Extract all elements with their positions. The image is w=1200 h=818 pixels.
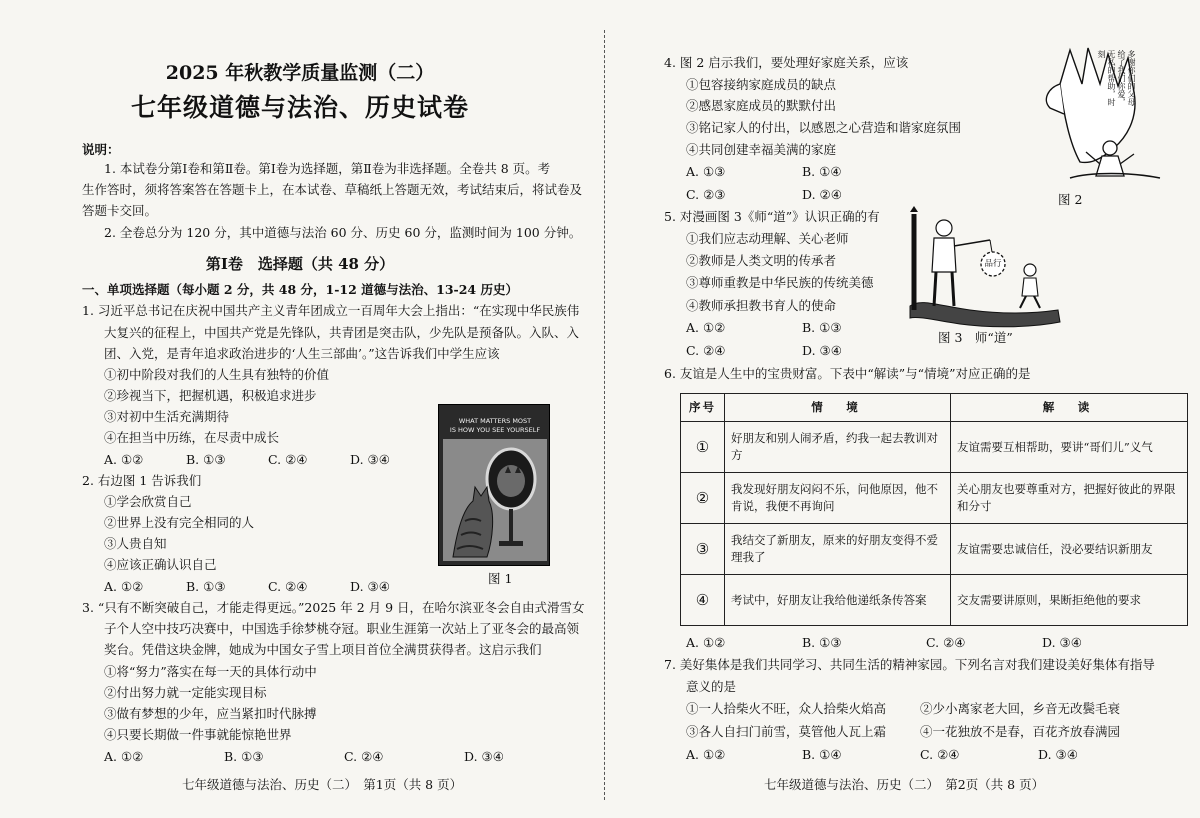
q1-stem-line-2: 大复兴的征程上，中国共产党是先锋队，共青团是突击队，少先队是预备队。入队、入 xyxy=(104,325,580,340)
figure-1-illustration xyxy=(439,439,551,565)
q4-choice-d: D. ②④ xyxy=(802,187,842,202)
q4-stem: 4. 图 2 启示我们，要处理好家庭关系，应该 xyxy=(664,55,909,70)
instructions-heading: 说明： xyxy=(82,142,120,157)
q5-choice-a: A. ①② xyxy=(686,320,726,335)
figure-3-lamp-text: 品行 xyxy=(984,259,1002,269)
figure-1-caption-line-1: WHAT MATTERS MOST xyxy=(458,417,532,425)
left-page-footer: 七年级道德与法治、历史（二） 第1页（共 8 页） xyxy=(182,777,463,792)
q3-stem-line-2: 子个人空中技巧决赛中，中国选手徐梦桃夺冠。职业生涯第一次站上了亚冬会的最高领 xyxy=(104,621,580,636)
q3-choice-a: A. ①② xyxy=(104,749,144,764)
q6-row-2-reading: 关心朋友也要尊重对方，把握好彼此的界限和分寸 xyxy=(951,473,1188,524)
q7-stem-line-1: 7. 美好集体是我们共同学习、共同生活的精神家园。下列名言对我们建设美好集体有指导 xyxy=(664,657,1155,672)
q2-option-3: ③人贵自知 xyxy=(104,536,167,551)
q2-choice-b: B. ①③ xyxy=(186,579,226,594)
q6-row-1-no: ① xyxy=(681,422,725,473)
instruction-1-line-3: 答题卡交回。 xyxy=(82,203,158,218)
q5-option-3: ③尊师重教是中华民族的传统美德 xyxy=(686,275,874,290)
figure-2-hand-text: 多谢你们的父母给了我们你爱，无私的帮助，时刻 xyxy=(1097,50,1136,106)
right-page-footer: 七年级道德与法治、历史（二） 第2页（共 8 页） xyxy=(764,777,1045,792)
q2-stem: 2. 右边图 1 告诉我们 xyxy=(82,473,202,488)
figure-3-teacher-cartoon xyxy=(900,206,1064,332)
section-title: 第Ⅰ卷 选择题（共 48 分） xyxy=(205,255,395,273)
q6-row-3-scene: 我结交了新朋友，原来的好朋友变得不爱理我了 xyxy=(725,524,951,575)
part-heading: 一、单项选择题（每小题 2 分，共 48 分，1-12 道德与法治、13-24 历史） xyxy=(82,282,518,297)
q1-choice-b: B. ①③ xyxy=(186,452,226,467)
q5-choice-b: B. ①③ xyxy=(802,320,842,335)
q3-stem-line-1: 3. “只有不断突破自己，才能走得更远。”2025 年 2 月 9 日，在哈尔滨亚冬会自由式滑雪女 xyxy=(82,600,585,615)
q3-choice-c: C. ②④ xyxy=(344,749,384,764)
q1-choice-a: A. ①② xyxy=(104,452,144,467)
q1-stem-line-3: 团、入党，是青年追求政治进步的‘人生三部曲’。”这告诉我们中学生应该 xyxy=(104,346,500,361)
q7-choices xyxy=(686,746,1146,764)
q3-choices xyxy=(104,748,524,766)
q5-option-1: ①我们应志动理解、关心老师 xyxy=(686,231,849,246)
q5-choice-c: C. ②④ xyxy=(686,343,726,358)
q6-table xyxy=(680,393,1188,626)
q3-option-1: ①将“努力”落实在每一天的具体行动中 xyxy=(104,664,317,679)
q3-option-3: ③做有梦想的少年，应当紧扣时代脉搏 xyxy=(104,706,317,721)
instruction-1-line-2: 生作答时，须将答案答在答题卡上，在本试卷、草稿纸上答题无效，考试结束后，将试卷及 xyxy=(82,182,583,197)
q7-option-3: ③各人自扫门前雪，莫管他人瓦上霜 xyxy=(686,724,887,739)
q6-choice-a: A. ①② xyxy=(686,635,726,650)
page-divider xyxy=(604,30,605,800)
q6-choice-c: C. ②④ xyxy=(926,635,966,650)
q4-option-1: ①包容接纳家庭成员的缺点 xyxy=(686,77,837,92)
q6-row-1-scene: 好朋友和别人闹矛盾，约我一起去教训对方 xyxy=(725,422,951,473)
q4-option-4: ④共同创建幸福美满的家庭 xyxy=(686,142,837,157)
q5-option-2: ②教师是人类文明的传承者 xyxy=(686,253,837,268)
q7-option-4: ④一花独放不是春，百花齐放春满园 xyxy=(920,724,1121,739)
q6-choices xyxy=(686,634,1146,652)
exam-title-main: 2025 年秋教学质量监测（二） xyxy=(165,62,435,84)
figure-1-label: 图 1 xyxy=(488,571,513,586)
q1-choices xyxy=(104,451,404,469)
q2-choice-a: A. ①② xyxy=(104,579,144,594)
instruction-2: 2. 全卷总分为 120 分，其中道德与法治 60 分、历史 60 分，监测时间为 100 分钟。 xyxy=(104,225,582,240)
table-row xyxy=(681,422,1188,473)
q3-choice-d: D. ③④ xyxy=(464,749,504,764)
q6-row-3-no: ③ xyxy=(681,524,725,575)
q6-header-reading: 解 读 xyxy=(951,394,1188,422)
q6-choice-b: B. ①③ xyxy=(802,635,842,650)
figure-3-label: 图 3 师“道” xyxy=(938,330,1013,345)
q2-choice-d: D. ③④ xyxy=(350,579,390,594)
table-row xyxy=(681,473,1188,524)
q5-choice-d: D. ③④ xyxy=(802,343,842,358)
q6-row-3-reading: 友谊需要忠诚信任，没必要结识新朋友 xyxy=(951,524,1188,575)
q7-choice-c: C. ②④ xyxy=(920,747,960,762)
figure-2-hand-cartoon xyxy=(1030,44,1180,190)
q6-choice-d: D. ③④ xyxy=(1042,635,1082,650)
q1-stem-line-1: 1. 习近平总书记在庆祝中国共产主义青年团成立一百周年大会上指出：“在实现中华民族伟 xyxy=(82,303,580,318)
q2-option-4: ④应该正确认识自己 xyxy=(104,557,217,572)
q6-stem: 6. 友谊是人生中的宝贵财富。下表中“解读”与“情境”对应正确的是 xyxy=(664,366,1031,381)
q6-header-scene: 情 境 xyxy=(725,394,951,422)
q7-choice-a: A. ①② xyxy=(686,747,726,762)
q1-option-1: ①初中阶段对我们的人生具有独特的价值 xyxy=(104,367,330,382)
q4-choice-b: B. ①④ xyxy=(802,164,842,179)
q4-choice-a: A. ①③ xyxy=(686,164,726,179)
q5-option-4: ④教师承担教书育人的使命 xyxy=(686,298,837,313)
q6-row-1-reading: 友谊需要互相帮助，要讲“哥们儿”义气 xyxy=(951,422,1188,473)
q6-row-2-no: ② xyxy=(681,473,725,524)
figure-1-caption xyxy=(439,417,551,435)
q1-choice-d: D. ③④ xyxy=(350,452,390,467)
q6-row-4-reading: 交友需要讲原则，果断拒绝他的要求 xyxy=(951,575,1188,626)
q2-choice-c: C. ②④ xyxy=(268,579,308,594)
q2-option-2: ②世界上没有完全相同的人 xyxy=(104,515,255,530)
q3-option-4: ④只要长期做一件事就能惊艳世界 xyxy=(104,727,292,742)
q2-choices xyxy=(104,578,404,596)
figure-1-cat-mirror xyxy=(438,404,550,566)
q1-choice-c: C. ②④ xyxy=(268,452,308,467)
q1-option-2: ②珍视当下，把握机遇，积极追求进步 xyxy=(104,388,317,403)
instruction-1-line-1: 1. 本试卷分第Ⅰ卷和第Ⅱ卷。第Ⅰ卷为选择题，第Ⅱ卷为非选择题。全卷共 8 页。考 xyxy=(104,161,551,176)
q6-row-4-no: ④ xyxy=(681,575,725,626)
q6-table-header xyxy=(681,394,1188,422)
q7-choice-b: B. ①④ xyxy=(802,747,842,762)
table-row xyxy=(681,524,1188,575)
q2-option-1: ①学会欣赏自己 xyxy=(104,494,192,509)
q6-row-4-scene: 考试中，好朋友让我给他递纸条传答案 xyxy=(725,575,951,626)
q4-choice-c: C. ②③ xyxy=(686,187,726,202)
q3-stem-line-3: 奖台。凭借这块金牌，她成为中国女子雪上项目首位全满贯获得者。这启示我们 xyxy=(104,642,542,657)
exam-title-sub: 七年级道德与法治、历史试卷 xyxy=(130,93,469,122)
q4-option-3: ③铭记家人的付出，以感恩之心营造和谐家庭氛围 xyxy=(686,120,962,135)
figure-1-caption-line-2: IS HOW YOU SEE YOURSELF xyxy=(449,426,541,434)
q6-row-2-scene: 我发现好朋友闷闷不乐，问他原因，他不肯说，我便不再询问 xyxy=(725,473,951,524)
q6-header-no: 序号 xyxy=(681,394,725,422)
q4-option-2: ②感恩家庭成员的默默付出 xyxy=(686,98,837,113)
right-page xyxy=(612,0,1200,818)
table-row xyxy=(681,575,1188,626)
q3-option-2: ②付出努力就一定能实现目标 xyxy=(104,685,267,700)
q1-option-4: ④在担当中历练，在尽责中成长 xyxy=(104,430,280,445)
q5-stem: 5. 对漫画图 3《师“道”》认识正确的有 xyxy=(664,209,880,224)
q1-option-3: ③对初中生活充满期待 xyxy=(104,409,230,424)
q7-stem-line-2: 意义的是 xyxy=(686,679,737,694)
q7-choice-d: D. ③④ xyxy=(1038,747,1078,762)
q7-option-1: ①一人拾柴火不旺，众人拾柴火焰高 xyxy=(686,701,887,716)
q7-option-2: ②少小离家老大回，乡音无改鬓毛衰 xyxy=(920,701,1121,716)
q3-choice-b: B. ①③ xyxy=(224,749,264,764)
figure-2-label: 图 2 xyxy=(1058,192,1083,207)
